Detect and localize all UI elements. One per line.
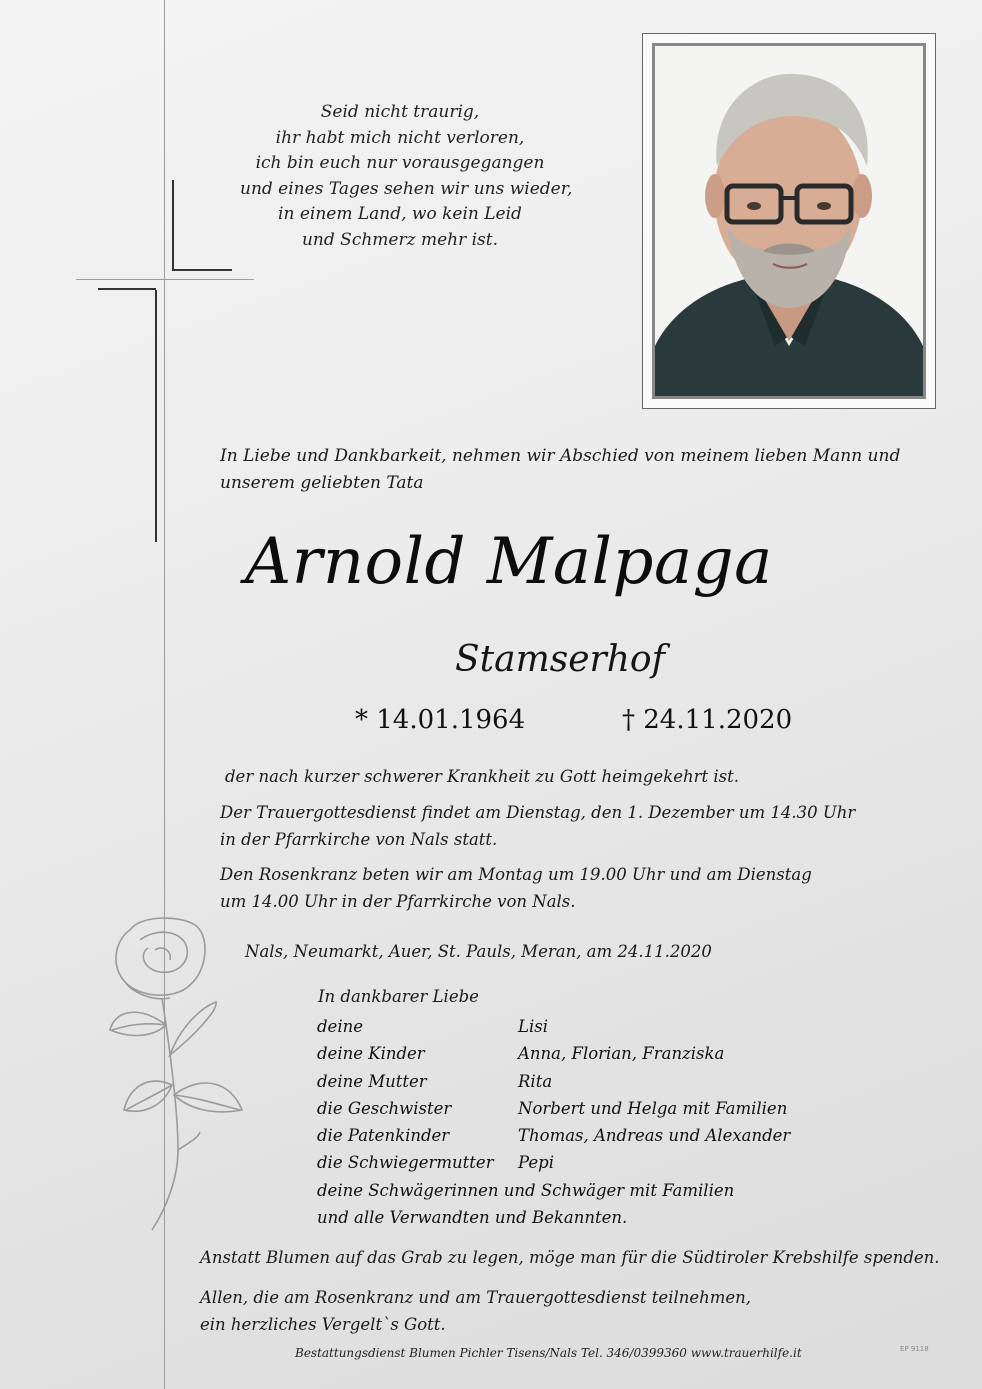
mourner-names: Lisi [518,1017,548,1036]
funeral-service-footer: Bestattungsdienst Blumen Pichler Tisens/Nals Tel. 346/0399360 www.trauerhilfe.it [295,1346,802,1360]
rosary-info [220,861,812,915]
document-code: EP 9118 [900,1345,929,1353]
mourner-names: Anna, Florian, Franziska [518,1044,725,1064]
quote-line: Seid nicht traurig, [320,102,480,122]
quote-line: ihr habt mich nicht verloren, [275,127,525,148]
memorial-quote [240,100,573,253]
quote-line: in einem Land, wo kein Leid [278,204,522,224]
mourner-relation: deine Kinder [317,1044,425,1064]
quote-line: und eines Tages sehen wir uns wieder, [240,178,573,199]
mourner-names: Norbert und Helga mit Familien [518,1098,788,1118]
quote-line: und Schmerz mehr ist. [301,229,499,250]
mourner-relation: die Geschwister [317,1098,452,1118]
portrait-photo [652,43,926,399]
mourner-relation: deine [317,1017,363,1036]
funeral-service-info [220,799,855,853]
quote-line: ich bin euch nur vorausgegangen [255,153,545,173]
mourner-relation: die Schwiegermutter [317,1153,494,1173]
rose-illustration [100,910,260,1240]
deceased-name: Arnold Malpaga [245,525,773,599]
mourner-names: Pepi [518,1153,554,1173]
passing-text: der nach kurzer schwerer Krankheit zu Gott heimgekehrt ist. [225,767,739,786]
rosary-line: um 14.00 Uhr in der Pfarrkirche von Nals. [220,892,576,911]
funeral-service-line: in der Pfarrkirche von Nals statt. [220,830,498,849]
death-date: † 24.11.2020 [622,705,793,735]
cross-top-vertical [172,180,174,271]
mourner-relation: die Patenkinder [317,1126,450,1146]
mourner-extra-line: deine Schwägerinnen und Schwäger mit Familien [317,1180,735,1200]
mourner-names: Thomas, Andreas und Alexander [518,1126,791,1146]
farm-name: Stamserhof [455,639,665,680]
thanks-line: Allen, die am Rosenkranz und am Trauergottesdienst teilnehmen, [200,1288,752,1307]
portrait-frame [642,33,936,409]
donation-request: Anstatt Blumen auf das Grab zu legen, möge man für die Südtiroler Krebshilfe spenden. [200,1248,940,1267]
mourner-extra-line: und alle Verwandten und Bekannten. [317,1208,628,1228]
place-and-date: Nals, Neumarkt, Auer, St. Pauls, Meran, am 24.11.2020 [245,942,712,961]
cross-horizontal-line [76,279,254,280]
cross-shadow-vertical [155,290,157,542]
mourner-names: Rita [518,1071,553,1091]
portrait-illustration [655,46,923,396]
funeral-service-line: Der Trauergottesdienst findet am Dienstag, den 1. Dezember um 14.30 Uhr [220,803,856,822]
mourners-heading: In dankbarer Liebe [318,987,479,1006]
thanks-text [200,1284,751,1338]
rosary-line: Den Rosenkranz beten wir am Montag um 19.00 Uhr und am Dienstag [220,865,812,884]
intro-text: In Liebe und Dankbarkeit, nehmen wir Abschied von meinem lieben Mann und unserem geliebten Tata [220,446,901,493]
thanks-line: ein herzliches Vergelt`s Gott. [200,1315,446,1334]
cross-shadow-horizontal [98,288,156,290]
birth-date: * 14.01.1964 [355,705,526,735]
mourner-relation: deine Mutter [317,1071,427,1091]
cross-top-horizontal [172,269,232,271]
